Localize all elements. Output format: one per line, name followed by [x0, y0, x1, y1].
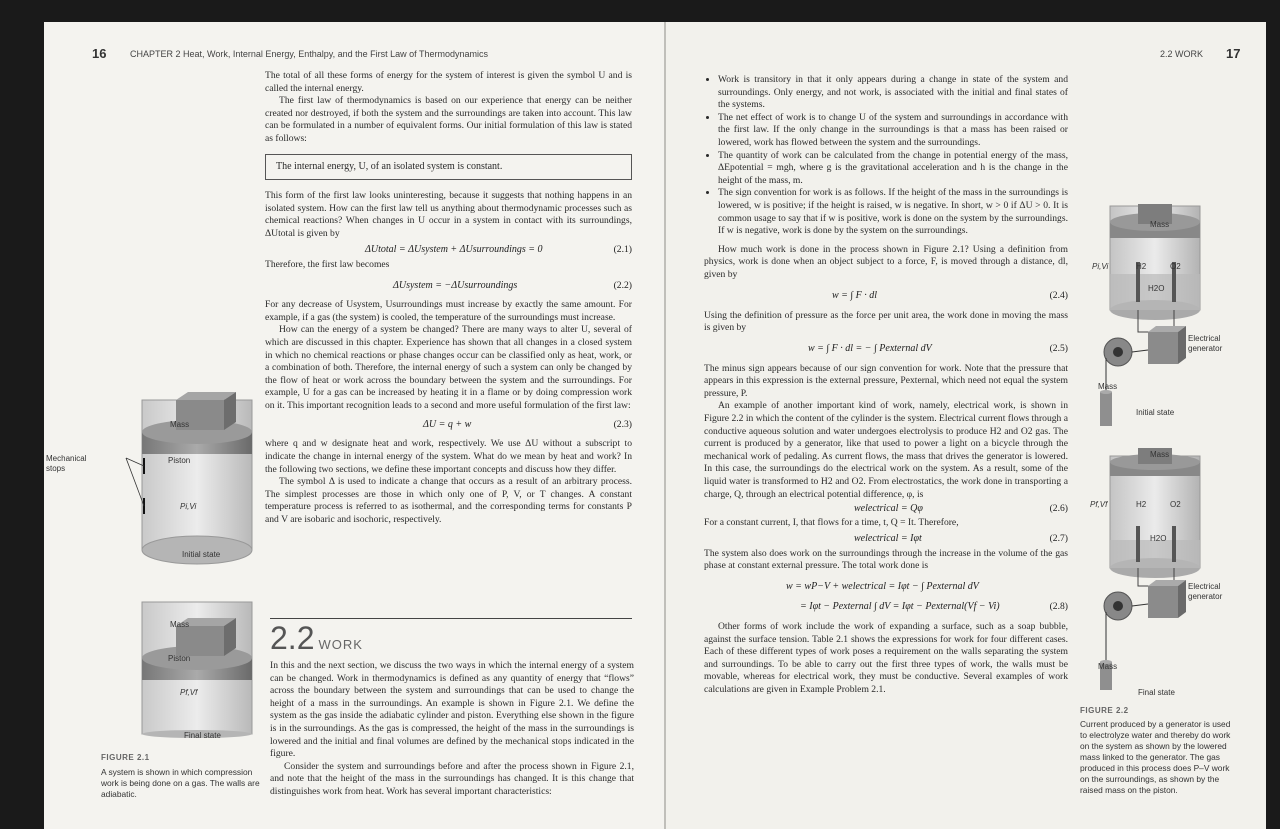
equation: w = wP−V + welectrical = Iφt − ∫ Pexternal dV — [786, 581, 979, 592]
final-electrolysis-cell — [1100, 448, 1200, 690]
equation-row — [265, 412, 632, 438]
final-pv-label: Pf,Vf — [1090, 500, 1108, 509]
paragraph: The symbol Δ is used to indicate a change that occurs as a result of an arbitrary process. The simplest processes are those in which only one of P, V, or T changes. A constant temperature process is referred to as isothermal, and the corresponding terms for constants P and V are isobaric and isochoric, respectively. — [265, 476, 632, 526]
equation-number: (2.8) — [1049, 601, 1068, 612]
h2-label: H2 — [1136, 500, 1147, 509]
paragraph: Other forms of work include the work of expanding a surface, such as a soap bubble, against the surface tension. Table 2.1 shows the expressions for work for four different cases. Each of these different types of work poses a requirement on the walls separating the system and surroundings. To be able to carry out the first three types of work, the walls must be movable, whereas for electrical work, they must be conductive. Several examples of work calculations are given in Example Problem 2.1. — [704, 621, 1068, 695]
figure-label: FIGURE 2.2 — [1080, 706, 1129, 715]
mass-label: Mass — [170, 420, 190, 429]
equation-row — [704, 530, 1068, 548]
initial-pv-label: Pi,Vi — [1092, 262, 1109, 271]
paragraph: Using the definition of pressure as the force per unit area, the work done in moving the mass is given by — [704, 309, 1068, 334]
figure-caption: Current produced by a generator is used to electrolyze water and thereby do work on the system as shown by the lowered mass linked to the generator. The gas produced in this process does P–V work on the surroundings, as shown by the raised mass on the piston. — [1080, 719, 1231, 795]
paragraph: Consider the system and surroundings before and after the process shown in Figure 2.1, and note that the height of the mass in the surroundings has changed. It is this change that distinguishes work from heat. Work has several important characteristics: — [270, 760, 634, 797]
equation-number: (2.3) — [613, 419, 632, 431]
page-number: 17 — [1226, 46, 1241, 61]
running-head: 2.2 WORK — [1160, 49, 1204, 59]
paragraph: For a constant current, I, that flows for a time, t, Q = It. Therefore, — [704, 517, 959, 529]
initial-pv-label: Pi,Vi — [180, 502, 197, 511]
mechanical-stops-label: Mechanical stops — [46, 454, 87, 473]
paragraph: How can the energy of a system be changed? There are many ways to alter U, several of which are discussed in this chapter. Experience has shown that all changes in a closed system in which no chemical reactions or phase changes occur can be classified only as heat, work, or a combination of both. Therefore, the internal energy of such a system can only be changed by the flow of heat or work across the boundary between the system and the surroundings. For example, U for a gas can be increased by heating it in a flame or by doing compression work on it. This important recognition leads to a second and more useful formulation of the first law: — [265, 324, 632, 411]
page-number: 16 — [92, 46, 107, 61]
section-number: 2.2 — [270, 620, 315, 656]
right-page — [666, 22, 1266, 829]
section-title: WORK — [318, 637, 363, 652]
list-item: • The net effect of work is to change U of the system and surroundings in accordance with the first law. If the only change in the surroundings is that a mass has been raised or lowered, work has flowed between the system and the surroundings. — [718, 112, 1068, 150]
equation: welectrical = Qφ — [854, 503, 923, 515]
paragraph: where q and w designate heat and work, respectively. We use ΔU without a subscript to indicate the change in internal energy of the system. What do we mean by heat and work? In the following two sections, we define these important concepts and discuss how they differ. — [265, 438, 632, 475]
initial-electrolysis-cell — [1100, 204, 1200, 426]
mass-label: Mass — [1150, 450, 1170, 459]
generator-label: Electrical generator — [1188, 334, 1223, 353]
paragraph: The first law of thermodynamics is based on our experience that energy can be neither created nor destroyed, if both the system and the surroundings are taken into account. This law can be formulated in a number of equivalent forms. Our initial formulation of this law is stated as follows: — [265, 95, 632, 144]
section-heading — [270, 620, 363, 657]
equation: w = ∫ F · dl — [832, 289, 878, 301]
final-state-label: Final state — [1138, 688, 1175, 697]
paragraph: This form of the first law looks uninteresting, because it suggests that nothing happens in an isolated system. How can the first law tell us anything about thermodynamic processes such as chemical reactions? When changes in U occur in a system in contact with its surroundings, ΔUtotal is given by — [265, 190, 632, 239]
equation-row — [265, 241, 632, 259]
figure-2-2-diagram — [1092, 192, 1212, 692]
equation-row — [704, 282, 1068, 310]
generator-label: Electrical generator — [1188, 582, 1223, 601]
list-item: • The sign convention for work is as follows. If the height of the mass in the surroundings is lowered, w is positive; if the height is raised, w is negative. In short, w > 0 if ΔU > 0. It is common usage to say that if w is positive, work is done on the system by the surroundings. If w is negative, work is done by the system on the surroundings. — [718, 187, 1068, 237]
paragraph: The total of all these forms of energy for the system of interest is given the symbol U and is called the internal energy. — [265, 70, 632, 94]
paragraph: How much work is done in the process shown in Figure 2.1? Using a definition from physics, work is done when an object subject to a force, F, is moved through a distance, dl, given by — [704, 243, 1068, 280]
equation-number: (2.4) — [1049, 289, 1068, 301]
list-item: • The quantity of work can be calculated from the change in potential energy of the mass, ΔEpotential = mgh, where g is the gravitational acceleration and h is the change in the height of the mass, m. — [718, 150, 1068, 188]
initial-cylinder — [126, 392, 252, 564]
equation-number: (2.1) — [613, 243, 632, 255]
o2-label: O2 — [1170, 500, 1181, 509]
equation: ΔU = q + w — [423, 419, 472, 431]
equation: ΔUsystem = −ΔUsurroundings — [393, 280, 518, 292]
mass-label: Mass — [1098, 662, 1118, 671]
figure-caption: A system is shown in which compression work is being done on a gas. The walls are adiabatic. — [101, 767, 260, 799]
equation-number: (2.7) — [1049, 532, 1068, 544]
law-statement: The internal energy, U, of an isolated system is constant. — [276, 160, 503, 172]
paragraph: The system also does work on the surroundings through the increase in the volume of the gas phase at constant external pressure. The total work done is — [704, 547, 1068, 572]
mass-label: Mass — [1150, 220, 1170, 229]
running-head: CHAPTER 2 Heat, Work, Internal Energy, Enthalpy, and the First Law of Thermodynamics — [130, 49, 488, 59]
equation-number: (2.5) — [1049, 342, 1068, 354]
left-page — [44, 22, 664, 829]
equation-row — [704, 335, 1068, 363]
h2-label: H2 — [1136, 262, 1147, 271]
paragraph: In this and the next section, we discuss the two ways in which the internal energy of a system can be changed. Work in thermodynamics is defined as any quantity of energy that “flows” across the boundary between the system and surroundings that can be used to change the height of a mass in the surroundings. An example is shown in Figure 2.1. We define the system as the gas inside the adiabatic cylinder and piston. Everything else shown in the figure is in the surroundings. As the gas is compressed, the height of the mass in the surroundings is lowered and the initial and final volumes are defined by the mechanical stops indicated in the figure. — [270, 660, 634, 760]
paragraph: Therefore, the first law becomes — [265, 258, 390, 270]
mass-label: Mass — [1098, 382, 1118, 391]
mass-label: Mass — [170, 620, 190, 629]
final-cylinder — [142, 602, 252, 738]
right-text — [704, 74, 1068, 697]
h2o-label: H2O — [1150, 534, 1167, 543]
section-rule — [270, 618, 632, 619]
left-text-top — [265, 70, 632, 527]
equation: ΔUtotal = ΔUsystem + ΔUsurroundings = 0 — [365, 243, 543, 255]
characteristics-list — [704, 74, 1068, 238]
equation-block — [704, 573, 1068, 617]
list-item: • Work is transitory in that it only appears during a change in state of the system and surroundings. Only energy, and not work, is associated with the initial and final states of the systems. — [718, 74, 1068, 112]
piston-label: Piston — [168, 456, 191, 465]
paragraph: For any decrease of Usystem, Usurroundings must increase by exactly the same amount. For example, if a gas (the system) is cooled, the temperature of the surroundings must increase. — [265, 299, 632, 323]
final-state-label: Final state — [184, 731, 221, 740]
equation-row — [704, 501, 1068, 517]
equation-number: (2.2) — [613, 280, 632, 292]
initial-state-label: Initial state — [182, 550, 221, 559]
equation: welectrical = Iφt — [854, 532, 922, 544]
equation: = Iφt − Pexternal ∫ dV = Iφt − Pexternal(Vf − Vi) — [800, 601, 1000, 612]
final-pv-label: Pf,Vf — [180, 688, 198, 697]
left-text-bottom — [270, 660, 634, 799]
law-statement-box — [265, 154, 632, 181]
equation: w = ∫ F · dl = − ∫ Pexternal dV — [808, 342, 932, 354]
equation-row — [265, 271, 632, 299]
equation-number: (2.6) — [1049, 503, 1068, 515]
h2o-label: H2O — [1148, 284, 1165, 293]
o2-label: O2 — [1170, 262, 1181, 271]
initial-state-label: Initial state — [1136, 408, 1175, 417]
piston-label: Piston — [168, 654, 191, 663]
paragraph: An example of another important kind of work, namely, electrical work, is shown in Figure 2.2 in which the content of the cylinder is the system. Electrical current flows through a conductive aqueous solution and water undergoes electrolysis to produce H2 and O2 gas. The current is produced by a generator, like that used to power a light on a bicycle through the mechanical work of pedaling. As current flows, the mass that drives the generator is lowered. In this case, the surroundings do the electrical work on the system. As a result, some of the liquid water is transformed to H2 and O2. From electrostatics, the work done in transporting a charge, Q, through an electrical potential difference, φ, is — [704, 400, 1068, 500]
figure-label: FIGURE 2.1 — [101, 753, 150, 762]
paragraph: The minus sign appears because of our sign convention for work. Note that the pressure that appears in this expression is the external pressure, Pexternal, which need not equal the system pressure, P. — [704, 362, 1068, 399]
